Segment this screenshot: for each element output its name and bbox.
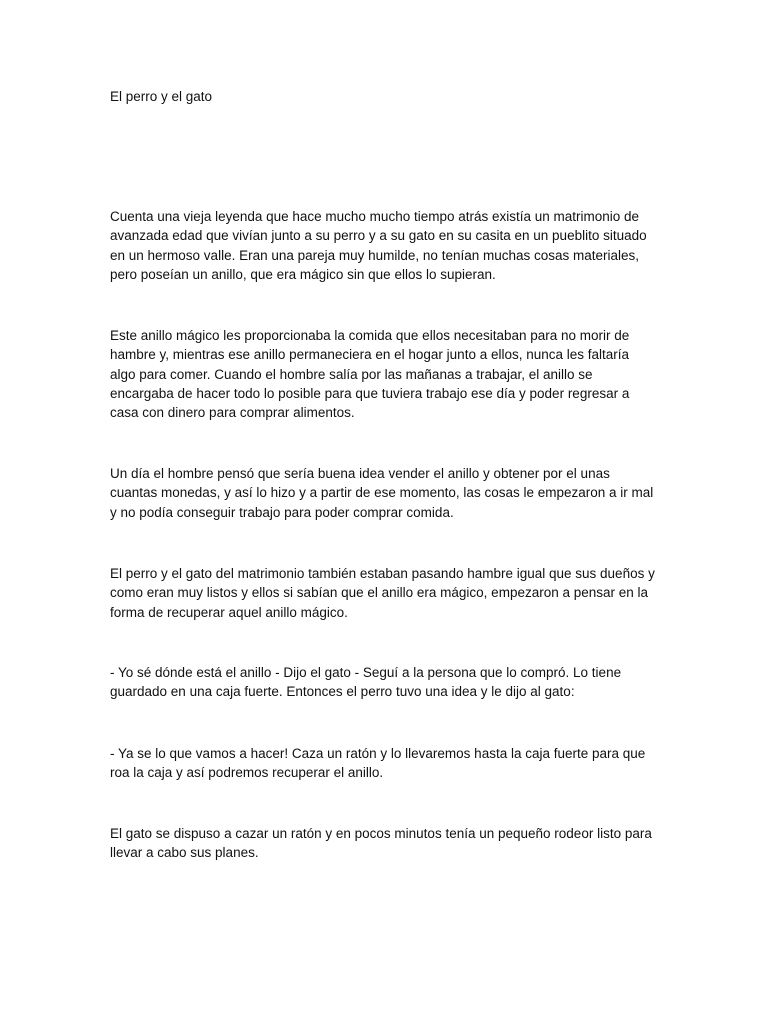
paragraph-6: - Ya se lo que vamos a hacer! Caza un ratón y lo llevaremos hasta la caja fuerte para que roa la caja y así podremos recuperar el anillo.: [110, 746, 646, 781]
paragraph-1: Cuenta una vieja leyenda que hace mucho mucho tiempo atrás existía un matrimonio de avanzada edad que vivían junto a su perro y a su gato en su casita en un pueblito situado en un hermoso valle. Eran una pareja muy humilde, no tenían muchas cosas materiales, pero poseían un anillo, que era mágico sin que ellos lo supieran.: [110, 209, 647, 282]
document-title: El perro y el gato: [110, 89, 213, 104]
paragraph-2: Este anillo mágico les proporcionaba la comida que ellos necesitaban para no morir de hambre y, mientras ese anillo permaneciera en el hogar junto a ellos, nunca les faltaría algo para comer. Cuando el hombre salía por las mañanas a trabajar, el anillo se encargaba de hacer todo lo posible para que tuviera trabajo ese día y poder regresar a casa con dinero para comprar alimentos.: [110, 328, 630, 421]
paragraph-3: Un día el hombre pensó que sería buena idea vender el anillo y obtener por el unas cuantas monedas, y así lo hizo y a partir de ese momento, las cosas le empezaron a ir mal y no podía conseguir trabajo para poder comprar comida.: [110, 466, 654, 520]
paragraph-7: El gato se dispuso a cazar un ratón y en pocos minutos tenía un pequeño rodeor listo para llevar a cabo sus planes.: [110, 826, 652, 861]
paragraph-4: El perro y el gato del matrimonio también estaban pasando hambre igual que sus dueños y como eran muy listos y ellos si sabían que el anillo era mágico, empezaron a pensar en la forma de recuperar aquel anillo mágico.: [110, 566, 655, 620]
paragraph-5: - Yo sé dónde está el anillo - Dijo el gato - Seguí a la persona que lo compró. Lo tiene guardado en una caja fuerte. Entonces el perro tuvo una idea y le dijo al gato:: [110, 665, 622, 700]
